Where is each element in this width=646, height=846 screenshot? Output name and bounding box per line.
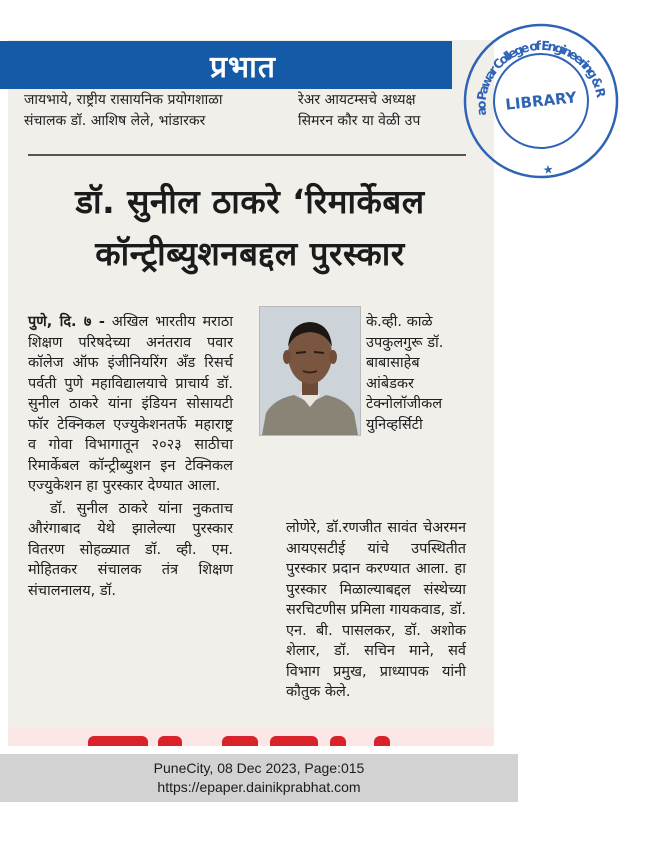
headline-line-1: डॉ. सुनील ठाकरे ‘रिमार्केबल [75, 182, 425, 221]
stamp-ring-text: Anantrao Pawar College of Engineering & Research [473, 37, 609, 117]
article-paragraph: डॉ. सुनील ठाकरे यांना नुकताच औरंगाबाद येथे झालेल्या पुरस्कार वितरण सोहळ्यात डॉ. व्ही. एम. मोहितकर संचालक तंत्र शिक्षण संचालनालय, डॉ. [28, 500, 233, 599]
next-headline-fragment [88, 736, 148, 746]
previous-article-right [298, 90, 456, 132]
epaper-footer [0, 754, 518, 802]
next-headline-fragment [330, 736, 346, 746]
next-headline-fragment [270, 736, 318, 746]
article-column-right-bottom: लोणेरे, डॉ.रणजीत सावंत चेअरमन आयएसटीई यांचे उपस्थितीत पुरस्कार प्रदान करण्यात आला. हा पुरस्कार मिळाल्याबद्दल संस्थेच्या सरचिटणीस प्रमिला गायकवाड, डॉ. एन. बी. पासलकर, डॉ. अशोक शेलार, डॉ. सचिन माने, सर्व विभाग प्रमुख, प्राध्यापक यांनी कौतुक केले. [286, 520, 466, 700]
article-dateline: पुणे, दि. ७ - [28, 314, 105, 330]
previous-article-line: रेअर आयटम्सचे अध्यक्ष [298, 92, 416, 108]
previous-article-line: जायभाये, राष्ट्रीय रासायनिक प्रयोगशाळा [24, 92, 223, 108]
stamp-center-text: LIBRARY [504, 88, 578, 114]
portrait-illustration [260, 307, 360, 435]
article-column-right-top: के.व्ही. काळे उपकुलगुरू डॉ. बाबासाहेब आंबेडकर टेक्नोलॉजीकल युनिव्हर्सिटी [366, 314, 444, 433]
article-paragraph [28, 312, 233, 497]
masthead-title: प्रभात [209, 49, 277, 85]
section-divider [28, 154, 466, 156]
next-article-strip [8, 728, 494, 746]
previous-article-line: सिमरन कौर या वेळी उप [298, 113, 421, 129]
previous-article-line: संचालक डॉ. आशिष लेले, भांडारकर [24, 113, 206, 129]
article-paragraph-text: अखिल भारतीय मराठा शिक्षण परिषदेच्या अनंतराव पवार कॉलेज ऑफ इंजीनियरिंग अँड रिसर्च पर्वती पुणे महाविद्यालयाचे प्राचार्य डॉ. सुनील ठाकरे यांना इंडियन सोसायटी फॉर टेक्निकल एज्युकेशनतर्फे महाराष्ट्र व गोवा विभागातून २०२३ साठीचा रिमार्केबल कॉन्ट्रीब्युशन इन टेक्निकल एज्युकेशन हा पुरस्कार देण्यात आला. [28, 314, 234, 494]
portrait-photo [259, 306, 361, 436]
article-headline [14, 176, 486, 280]
library-stamp [457, 22, 625, 180]
next-headline-fragment [374, 736, 390, 746]
headline-line-2: कॉन्ट्रीब्युशनबद्दल पुरस्कार [95, 234, 405, 273]
epaper-url: https://epaper.dainikprabhat.com [157, 779, 361, 795]
next-headline-fragment [222, 736, 258, 746]
newspaper-masthead [0, 41, 452, 89]
previous-article-left [24, 90, 282, 132]
star-icon: ★ [542, 162, 555, 178]
next-headline-fragment [158, 736, 182, 746]
edition-info: PuneCity, 08 Dec 2023, Page:015 [153, 760, 365, 776]
article-column-left [28, 312, 233, 601]
